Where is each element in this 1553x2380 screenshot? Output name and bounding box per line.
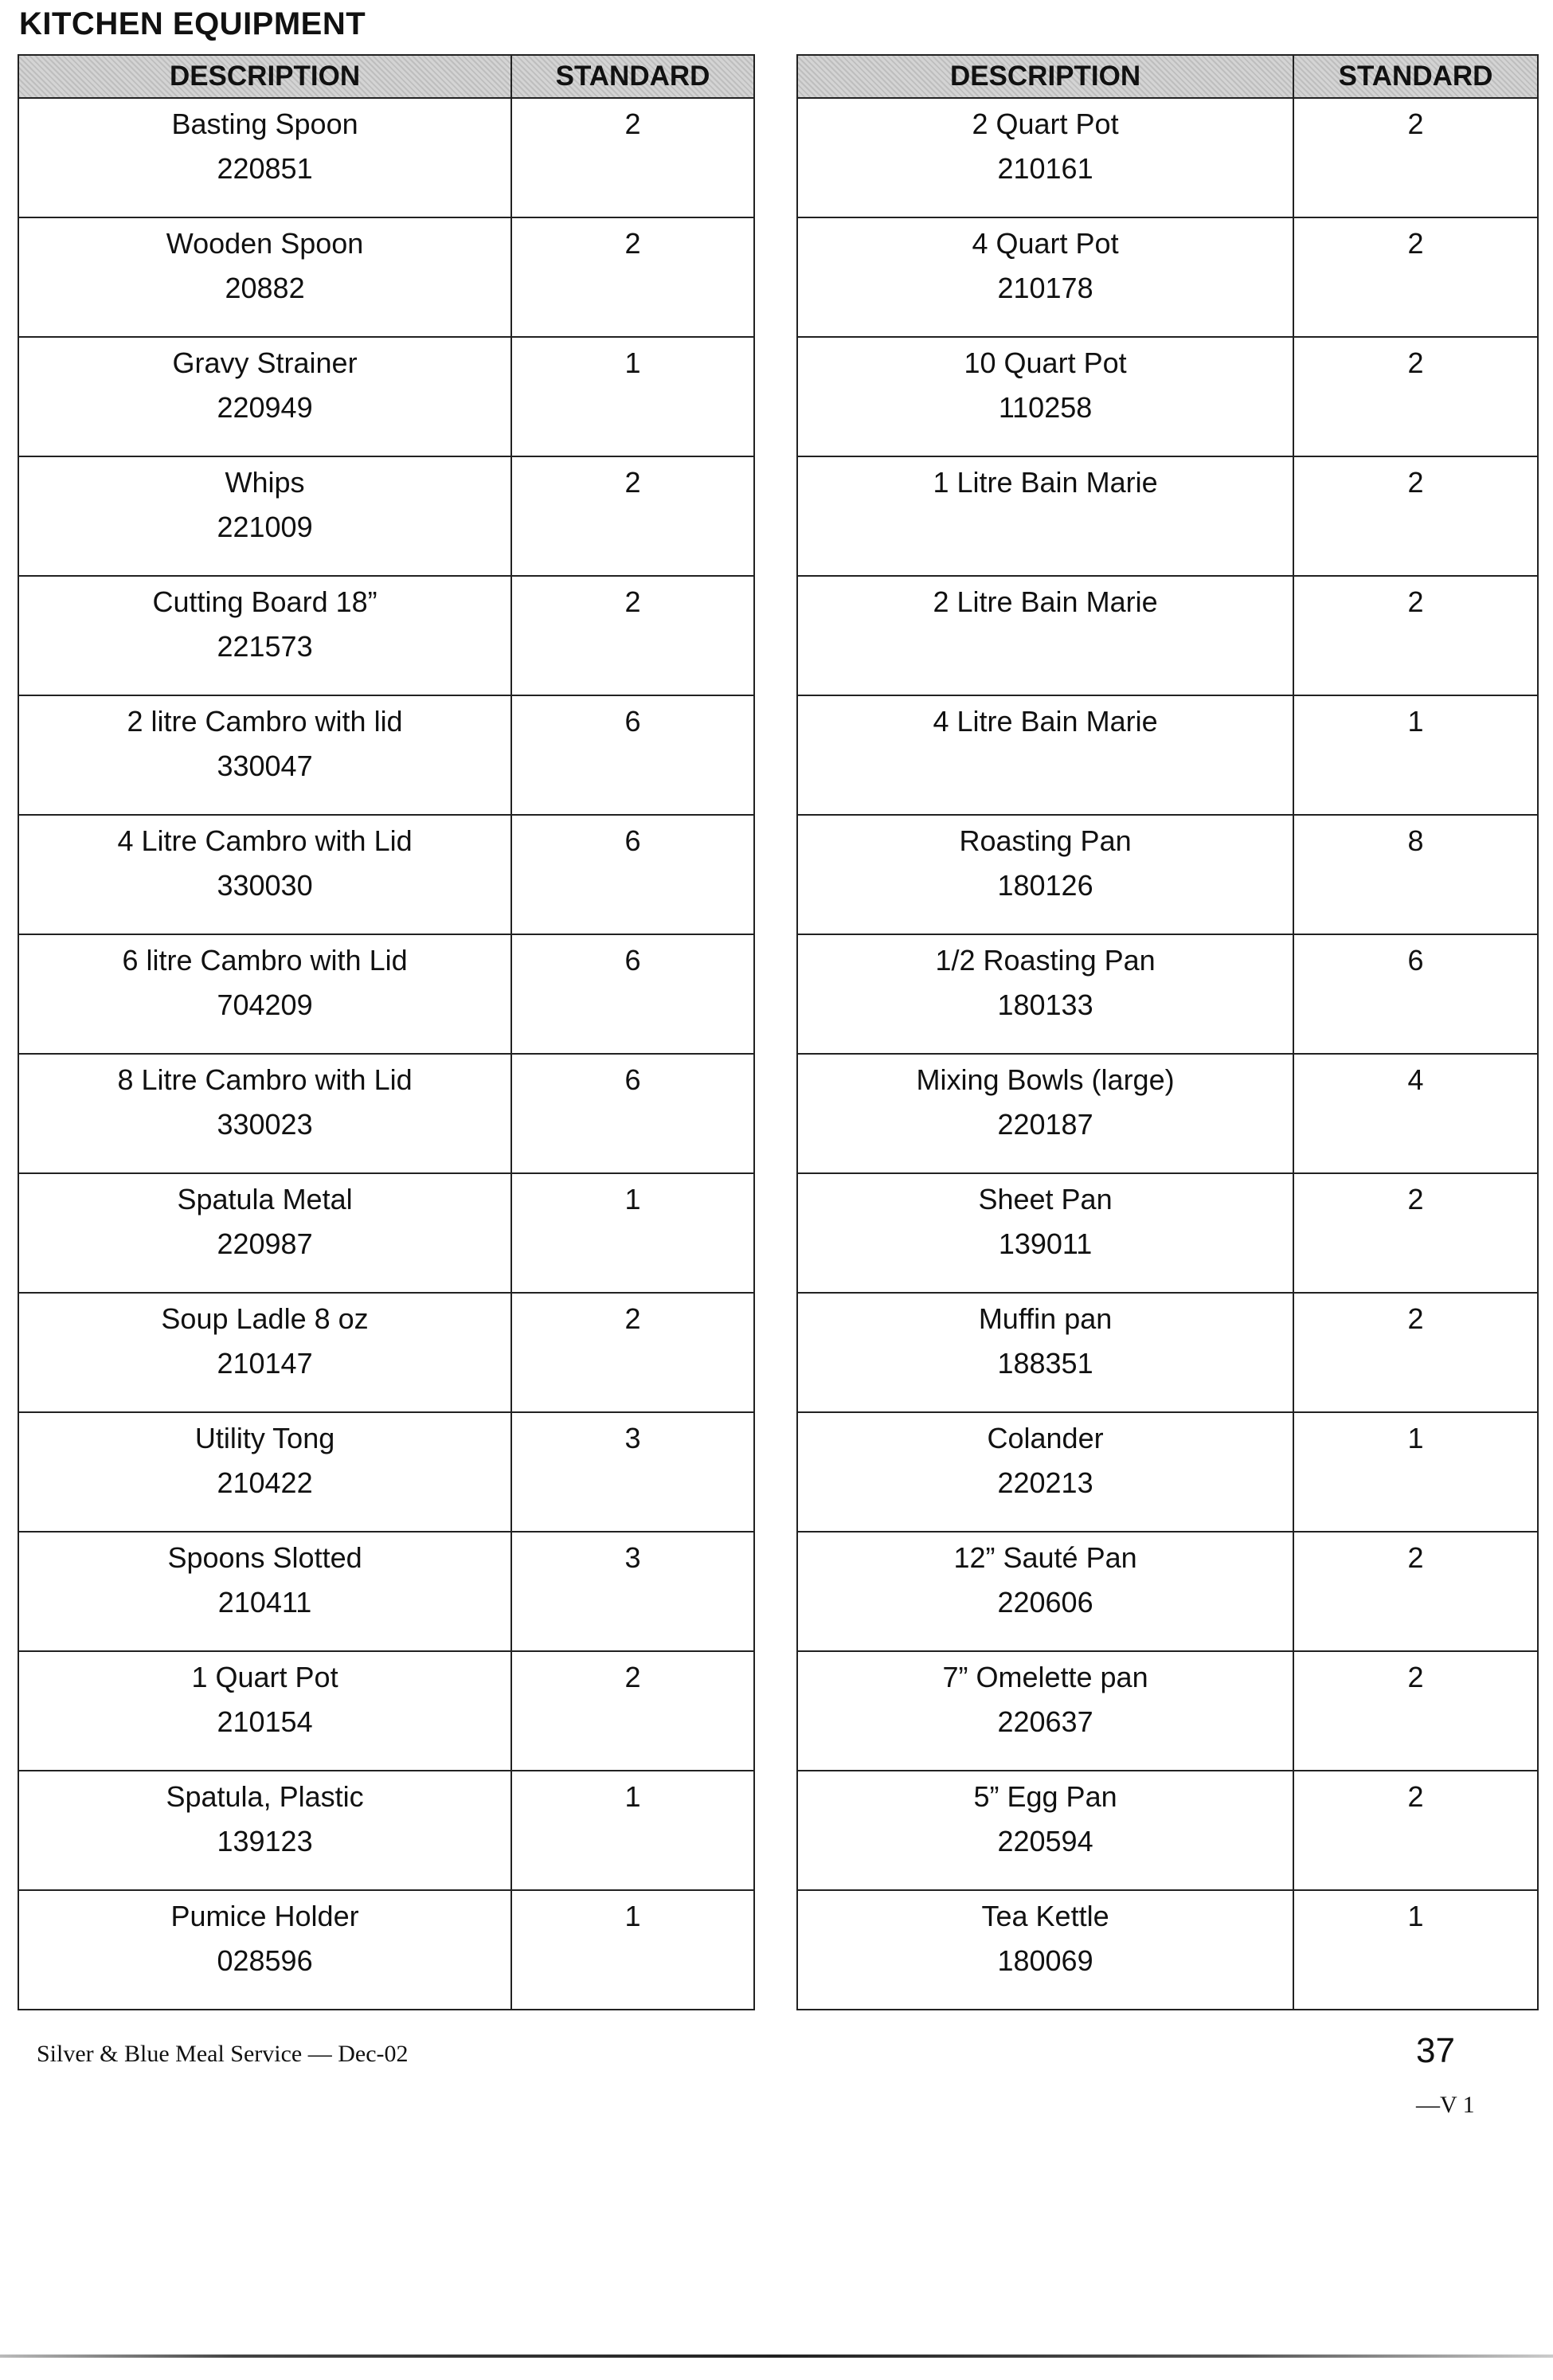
item-name: 5” Egg Pan [973, 1780, 1117, 1813]
item-name: Colander [987, 1422, 1104, 1454]
table-row [797, 98, 1538, 217]
description-header: DESCRIPTION [18, 55, 511, 98]
standard-cell [1293, 1771, 1538, 1890]
item-name: 4 Litre Cambro with Lid [117, 824, 413, 857]
table-row [18, 1532, 754, 1651]
item-name: 7” Omelette pan [942, 1661, 1148, 1693]
item-code: 704209 [217, 988, 313, 1021]
standard-cell [1293, 1173, 1538, 1293]
standard-cell [1293, 1890, 1538, 2010]
standard-quantity: 2 [1407, 227, 1424, 260]
standard-cell [511, 1054, 754, 1173]
equipment-table-right [796, 54, 1539, 2010]
standard-quantity: 2 [1407, 1183, 1424, 1215]
standard-header: STANDARD [1293, 55, 1538, 98]
standard-cell [511, 1771, 754, 1890]
table-row [797, 1173, 1538, 1293]
description-cell [18, 1890, 511, 2010]
standard-quantity: 2 [624, 227, 641, 260]
description-cell [18, 815, 511, 934]
description-cell [18, 217, 511, 337]
item-name: Mixing Bowls (large) [916, 1063, 1175, 1096]
standard-quantity: 1 [624, 1900, 641, 1932]
item-code: 221009 [217, 511, 313, 543]
page-title: KITCHEN EQUIPMENT [19, 6, 366, 41]
item-code: 139123 [217, 1825, 313, 1857]
item-code: 220851 [217, 152, 313, 185]
standard-quantity: 2 [1407, 346, 1424, 379]
item-name: Utility Tong [194, 1422, 335, 1454]
standard-cell [1293, 217, 1538, 337]
description-cell [797, 98, 1293, 217]
standard-quantity: 6 [624, 1063, 641, 1096]
item-name: 10 Quart Pot [964, 346, 1127, 379]
description-cell [797, 1651, 1293, 1771]
standard-header: STANDARD [511, 55, 754, 98]
standard-cell [1293, 1293, 1538, 1412]
item-code: 330047 [217, 750, 313, 782]
standard-quantity: 2 [1407, 1780, 1424, 1813]
header-row [797, 55, 1538, 98]
description-cell [18, 1054, 511, 1173]
standard-cell [511, 1651, 754, 1771]
description-cell [797, 1293, 1293, 1412]
description-cell [18, 1771, 511, 1890]
item-name: Muffin pan [978, 1302, 1113, 1335]
item-name: 4 Quart Pot [972, 227, 1119, 260]
item-name: 2 Litre Bain Marie [933, 585, 1158, 618]
item-code: 180133 [997, 988, 1093, 1021]
item-name: Spoons Slotted [167, 1541, 362, 1574]
item-name: 2 Quart Pot [972, 108, 1119, 140]
table-row [797, 456, 1538, 576]
item-name: Cutting Board 18” [152, 585, 377, 618]
standard-quantity: 2 [1407, 585, 1424, 618]
item-name: Spatula, Plastic [166, 1780, 364, 1813]
standard-cell [511, 1293, 754, 1412]
description-cell [797, 217, 1293, 337]
table-row [18, 815, 754, 934]
table-row [797, 1293, 1538, 1412]
item-code: 028596 [217, 1944, 313, 1977]
standard-cell [511, 934, 754, 1054]
standard-quantity: 3 [624, 1422, 641, 1454]
standard-cell [511, 1412, 754, 1532]
standard-cell [511, 576, 754, 695]
table-row [797, 1412, 1538, 1532]
table-row [797, 1532, 1538, 1651]
description-cell [797, 934, 1293, 1054]
table-row [18, 1293, 754, 1412]
description-header: DESCRIPTION [797, 55, 1293, 98]
standard-quantity: 2 [624, 1302, 641, 1335]
table-body [797, 98, 1538, 2010]
table-row [797, 934, 1538, 1054]
standard-quantity: 6 [624, 944, 641, 977]
item-code: 188351 [997, 1347, 1093, 1380]
table-row [18, 1651, 754, 1771]
item-code: 330023 [217, 1108, 313, 1141]
item-name: Whips [225, 466, 305, 499]
item-name: 8 Litre Cambro with Lid [117, 1063, 413, 1096]
item-code: 180126 [997, 869, 1093, 902]
standard-quantity: 1 [624, 1780, 641, 1813]
table-row [18, 1054, 754, 1173]
standard-quantity: 2 [624, 466, 641, 499]
standard-quantity: 2 [1407, 108, 1424, 140]
table-row [18, 695, 754, 815]
description-cell [797, 1532, 1293, 1651]
item-code: 110258 [998, 391, 1093, 424]
standard-quantity: 8 [1407, 824, 1424, 857]
standard-quantity: 2 [1407, 1661, 1424, 1693]
table-row [797, 695, 1538, 815]
item-code: 220987 [217, 1227, 313, 1260]
description-cell [18, 1532, 511, 1651]
standard-quantity: 1 [1407, 705, 1424, 738]
description-cell [18, 1293, 511, 1412]
table-row [797, 1771, 1538, 1890]
standard-cell [1293, 815, 1538, 934]
description-cell [797, 337, 1293, 456]
description-cell [18, 337, 511, 456]
description-cell [18, 456, 511, 576]
scan-edge-divider [0, 2355, 1553, 2358]
item-code: 220213 [997, 1466, 1093, 1499]
table-row [797, 337, 1538, 456]
standard-cell [511, 1173, 754, 1293]
standard-quantity: 1 [1407, 1422, 1424, 1454]
standard-quantity: 1 [624, 346, 641, 379]
item-code: 139011 [998, 1227, 1093, 1260]
standard-cell [1293, 1054, 1538, 1173]
standard-quantity: 6 [1407, 944, 1424, 977]
standard-quantity: 6 [624, 824, 641, 857]
standard-quantity: 2 [1407, 1302, 1424, 1335]
item-code: 210161 [997, 152, 1093, 185]
table-body [18, 98, 754, 2010]
item-code: 330030 [217, 869, 313, 902]
standard-cell [1293, 1412, 1538, 1532]
table-row [797, 1890, 1538, 2010]
standard-cell [511, 1890, 754, 2010]
description-cell [18, 576, 511, 695]
table-row [18, 1173, 754, 1293]
table-row [18, 1890, 754, 2010]
item-name: 2 litre Cambro with lid [127, 705, 403, 738]
item-name: Roasting Pan [959, 824, 1132, 857]
item-code: 20882 [225, 272, 305, 304]
standard-cell [511, 98, 754, 217]
description-cell [797, 815, 1293, 934]
item-name: Basting Spoon [171, 108, 358, 140]
description-cell [18, 934, 511, 1054]
standard-quantity: 3 [624, 1541, 641, 1574]
item-name: Wooden Spoon [166, 227, 364, 260]
standard-cell [1293, 695, 1538, 815]
item-name: Tea Kettle [981, 1900, 1109, 1932]
item-name: 1 Quart Pot [191, 1661, 338, 1693]
standard-cell [511, 456, 754, 576]
table-row [797, 1054, 1538, 1173]
item-code: 210178 [997, 272, 1093, 304]
standard-cell [1293, 576, 1538, 695]
item-code: 210154 [217, 1705, 313, 1738]
standard-cell [1293, 98, 1538, 217]
table-row [18, 576, 754, 695]
standard-cell [511, 815, 754, 934]
standard-quantity: 1 [624, 1183, 641, 1215]
table-row [18, 1771, 754, 1890]
description-cell [797, 1412, 1293, 1532]
table-row [18, 337, 754, 456]
standard-cell [511, 1532, 754, 1651]
table-row [797, 576, 1538, 695]
table-row [18, 217, 754, 337]
item-name: Sheet Pan [978, 1183, 1113, 1215]
item-code: 220949 [217, 391, 313, 424]
description-cell [797, 576, 1293, 695]
description-cell [18, 1651, 511, 1771]
standard-cell [511, 695, 754, 815]
item-code: 220594 [997, 1825, 1093, 1857]
standard-quantity: 2 [624, 108, 641, 140]
item-code: 210411 [217, 1586, 312, 1619]
description-cell [797, 1890, 1293, 2010]
standard-quantity: 6 [624, 705, 641, 738]
item-code: 210147 [217, 1347, 313, 1380]
item-name: Gravy Strainer [172, 346, 358, 379]
standard-cell [511, 337, 754, 456]
standard-quantity: 2 [1407, 1541, 1424, 1574]
item-code: 220637 [997, 1705, 1093, 1738]
standard-cell [1293, 934, 1538, 1054]
standard-cell [1293, 1651, 1538, 1771]
page-number: 37 [1416, 2031, 1455, 2070]
standard-cell [1293, 337, 1538, 456]
item-code: 220187 [997, 1108, 1093, 1141]
item-name: 1 Litre Bain Marie [933, 466, 1158, 499]
table-row [797, 217, 1538, 337]
header-row [18, 55, 754, 98]
equipment-table-left [18, 54, 755, 2010]
standard-cell [511, 217, 754, 337]
item-code: 180069 [997, 1944, 1093, 1977]
version-label: —V 1 [1416, 2092, 1475, 2118]
table-row [18, 98, 754, 217]
table-row [18, 934, 754, 1054]
description-cell [797, 1771, 1293, 1890]
description-cell [797, 1173, 1293, 1293]
table-row [797, 1651, 1538, 1771]
table-row [797, 815, 1538, 934]
item-name: Soup Ladle 8 oz [161, 1302, 369, 1335]
description-cell [797, 456, 1293, 576]
footer-publication: Silver & Blue Meal Service — Dec-02 [37, 2041, 409, 2067]
description-cell [18, 1173, 511, 1293]
standard-quantity: 4 [1407, 1063, 1424, 1096]
description-cell [797, 1054, 1293, 1173]
item-name: 4 Litre Bain Marie [933, 705, 1158, 738]
item-code: 221573 [217, 630, 313, 663]
standard-quantity: 2 [624, 1661, 641, 1693]
description-cell [797, 695, 1293, 815]
standard-quantity: 1 [1407, 1900, 1424, 1932]
item-name: 6 litre Cambro with Lid [122, 944, 408, 977]
description-cell [18, 1412, 511, 1532]
item-name: 12” Sauté Pan [953, 1541, 1137, 1574]
standard-cell [1293, 1532, 1538, 1651]
table-row [18, 456, 754, 576]
item-name: Pumice Holder [170, 1900, 359, 1932]
item-code: 210422 [217, 1466, 313, 1499]
standard-quantity: 2 [624, 585, 641, 618]
item-code: 220606 [997, 1586, 1093, 1619]
table-row [18, 1412, 754, 1532]
standard-quantity: 2 [1407, 466, 1424, 499]
standard-cell [1293, 456, 1538, 576]
description-cell [18, 695, 511, 815]
item-name: Spatula Metal [177, 1183, 353, 1215]
description-cell [18, 98, 511, 217]
item-name: 1/2 Roasting Pan [935, 944, 1156, 977]
